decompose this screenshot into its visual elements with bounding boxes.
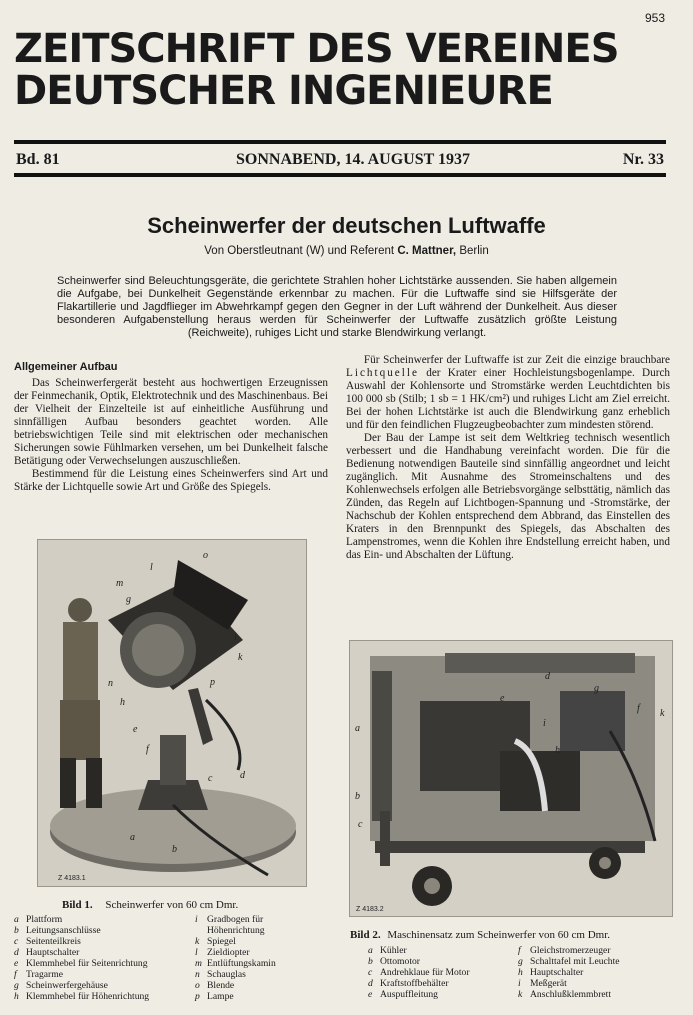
figure-label: e <box>500 693 505 704</box>
legend-item: e Klemmhebel für Seitenrichtung <box>14 958 148 969</box>
figure-label: c <box>208 773 213 784</box>
figure-label: n <box>108 678 113 689</box>
legend-item: p Lampe <box>195 991 234 1002</box>
figure-1-legend-left <box>14 914 194 1002</box>
legend-item: b Ottomotor <box>368 956 420 967</box>
legend-item: c Andrehklaue für Motor <box>368 967 470 978</box>
figure-label: m <box>116 578 124 589</box>
article-title: Scheinwerfer der deutschen Luftwaffe <box>147 213 546 238</box>
author-location: Berlin <box>459 245 489 257</box>
figure-2-caption-text: Maschinensatz zum Scheinwerfer von 60 cm Dmr. <box>387 929 611 941</box>
searchlight-illustration <box>38 540 306 886</box>
right-column <box>346 354 670 562</box>
legend-item: l Zieldiopter <box>195 947 250 958</box>
figure-2-caption <box>350 929 680 942</box>
article-abstract: Scheinwerfer sind Beleuchtungsgeräte, die gerichtete Strahlen hoher Lichtstärke aussenden. Sie haben allgemein die Aufgabe, bei Dunkelheit Gegenstände erkennbar zu machen. Für die Luftwaffe sind sie Hilfsgeräte der Flakartillerie und Jagdflieger im Abwehrkampf gegen den Gegner in der Luft während der Dunkelheit. Aus dieser besonderen Aufgabenstellung heraus werden für Scheinwerfer der Luftwaffe zusätzlich größte Leistung (Reichweite), ruhiges Licht und starke Blendwirkung verlangt. <box>57 275 617 339</box>
figure-2-legend-left <box>368 945 508 1000</box>
legend-item: f Gleichstromerzeuger <box>518 945 611 956</box>
paragraph: Das Scheinwerfergerät besteht aus hochwertigen Erzeugnissen der Feinmechanik, Optik, Elektrotechnik und des Maschinenbaus. Bei der Vielheit der Einzelteile ist auf einheitliche Ausführung und sinnfälligen Aufbau besonders geachtet worden. Alle betriebswichtigen Teile sind mit elektrischen oder mechanischen Sicherungen sowie Fühlmarken versehen, um bei Dunkelheit falsche Betätigung oder Verwechselungen auszuschließen. <box>14 377 328 467</box>
text-run: Für Scheinwerfer der Luftwaffe ist zur Zeit die einzige brauchbare <box>363 354 670 366</box>
legend-item: d Kraftstoffbehälter <box>368 978 449 989</box>
paragraph: Der Bau der Lampe ist seit dem Weltkrieg technisch wesentlich verbessert und die Handhabung vereinfacht worden. Die für die Bedienung notwendigen Bauteile sind sinnfällig angeordnet und leicht zugänglich. Mit Ausnahme des Stromeinschaltens und des Kohlenwechsels erfolgen alle Betriebsvorgänge selbsttätig, nämlich das Zünden, das Regeln auf Lichtbogen-Spannung und -Stromstärke, der Nachschub der Kohlen entsprechend dem Abbrand, das Einstellen des Kraters in den Brennpunkt des Spiegels, das Abschalten des Lampenstromes, wenn die Kohlen ihre Endstellung erreicht haben, und das Ein- und Abschalten der Lüftung. <box>346 432 670 561</box>
issue-number: Nr. 33 <box>622 151 664 168</box>
figure-2-legend-right <box>518 945 678 1000</box>
legend-item: a Kühler <box>368 945 407 956</box>
figure-label: f <box>146 744 149 755</box>
legend-item: f Tragarme <box>14 969 63 980</box>
figure-label: k <box>660 708 665 719</box>
generator-illustration <box>350 641 672 916</box>
figure-2-number: Bild 2. <box>350 929 381 941</box>
masthead-rule <box>14 140 666 144</box>
figure-label: i <box>543 718 546 729</box>
legend-item: h Hauptschalter <box>518 967 584 978</box>
legend-item: h Klemmhebel für Höhenrichtung <box>14 991 150 1002</box>
figure-label: h <box>555 745 560 756</box>
legend-item: g Schalttafel mit Leuchte <box>518 956 620 967</box>
legend-item: i Meßgerät <box>518 978 567 989</box>
section-heading: Allgemeiner Aufbau <box>14 361 118 373</box>
figure-label: d <box>240 770 245 781</box>
paragraph: Bestimmend für die Leistung eines Scheinwerfers sind Art und Stärke der Lichtquelle sowie Art und Größe des Spiegels. <box>14 468 328 493</box>
legend-item: e Auspuffleitung <box>368 989 438 1000</box>
figure-label: l <box>150 562 153 573</box>
author-name: C. Mattner, <box>397 245 457 257</box>
figure-label: g <box>126 594 131 605</box>
legend-item: k Anschlußklemmbrett <box>518 989 611 1000</box>
figure-1-caption-text: Scheinwerfer von 60 cm Dmr. <box>105 899 239 911</box>
legend-item: o Blende <box>195 980 235 991</box>
legend-item: n Schauglas <box>195 969 246 980</box>
photo-code: Z 4183.1 <box>58 875 86 882</box>
figure-1-photo <box>37 539 307 887</box>
masthead-line-2: DEUTSCHER INGENIEURE <box>14 68 553 114</box>
legend-item: i Gradbogen für <box>195 914 264 925</box>
legend-item: a Plattform <box>14 914 63 925</box>
figure-label: p <box>210 677 215 688</box>
masthead-line-1: ZEITSCHRIFT DES VEREINES <box>14 26 619 72</box>
emphasis-text: Lichtquelle <box>346 367 419 379</box>
figure-label: h <box>120 697 125 708</box>
figure-label: a <box>130 832 135 843</box>
legend-item: k Spiegel <box>195 936 236 947</box>
figure-label: a <box>355 723 360 734</box>
figure-label: f <box>637 703 640 714</box>
photo-code: Z 4183.2 <box>356 906 384 913</box>
figure-1-number: Bild 1. <box>62 899 93 911</box>
paragraph <box>346 354 670 432</box>
legend-item: d Hauptschalter <box>14 947 80 958</box>
legend-item: g Scheinwerfergehäuse <box>14 980 108 991</box>
article-byline <box>0 245 693 257</box>
volume-label: Bd. 81 <box>16 151 60 168</box>
page-number: 953 <box>644 11 665 25</box>
journal-masthead <box>14 28 664 112</box>
figure-label: d <box>545 671 550 682</box>
figure-1-legend-right <box>195 914 335 1002</box>
left-column <box>14 361 328 494</box>
legend-item: c Seitenteilkreis <box>14 936 81 947</box>
byline-prefix: Von Oberstleutnant (W) und Referent <box>204 245 395 257</box>
figure-1-caption <box>62 899 322 912</box>
figure-label: k <box>238 652 243 663</box>
legend-item: m Entlüftungskamin <box>195 958 276 969</box>
figure-label: c <box>358 819 363 830</box>
issue-date: SONNABEND, 14. AUGUST 1937 <box>236 151 470 168</box>
figure-label: b <box>172 844 177 855</box>
figure-label: b <box>355 791 360 802</box>
legend-item: b Leitungsanschlüsse <box>14 925 101 936</box>
legend-item: Höhenrichtung <box>207 925 265 936</box>
issue-rule <box>14 173 666 177</box>
text-run: der Krater einer Hochleistungsbogenlampe. Durch Auswahl der Kohlensorte und Stromstärke werden Leuchtdichten bis 100 000 sb (Stilb; 1 sb = 1 HK/cm²) und ruhiges Licht am Ziel erreicht. Bei der hohen Lichtstärke ist auch die Blendwirkung ganz erheblich und für den feindlichen Flugzeugbeobachter zum mindesten störend. <box>346 367 671 431</box>
figure-2-photo <box>349 640 673 917</box>
figure-label: g <box>594 683 599 694</box>
figure-label: e <box>133 724 138 735</box>
figure-label: o <box>203 550 208 561</box>
figure-label: i <box>234 632 237 643</box>
